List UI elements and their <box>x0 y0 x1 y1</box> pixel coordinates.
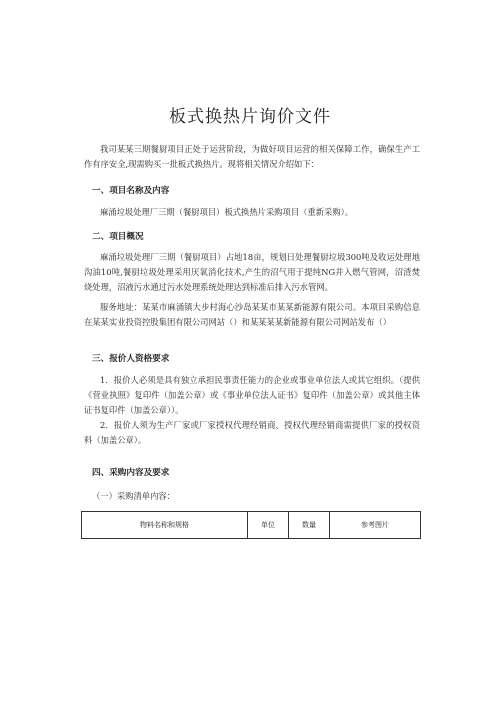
section-3-heading: 三、报价人资格要求 <box>92 354 170 364</box>
section-2-service-address: 服务地址：某某市麻涌镇大步村海心沙岛某某市某某新能源有限公司。本项目采购信息在某某实业投资控股集团有限公司网站（）和某某某某新能源有限公司网站发布（） <box>84 302 420 327</box>
table-header-cell: 参考图片 <box>330 512 421 539</box>
document-title: 板式换热片询价文件 <box>169 107 331 127</box>
section-3-item-1: 1．报价人必须是具有独立承担民事责任能力的企业或事业单位法人或其它组织。（提供《营业执照》复印件（加盖公章）或《事业单位法人证书》复印件（加盖公章）或其他主体证书复印件（加盖公章））。 <box>84 375 420 415</box>
table-header-cell: 单位 <box>248 512 289 539</box>
table-header-cell: 物料名称和规格 <box>82 512 248 539</box>
purchase-list-table <box>81 511 421 539</box>
section-4-heading: 四、采购内容及要求 <box>92 468 170 478</box>
section-3-item-2: 2．报价人须为生产厂家或厂家授权代理经销商，授权代理经销商需提供厂家的授权资料（加盖公章）。 <box>84 420 420 445</box>
intro-paragraph: 我司某某三期餐厨项目正处于运营阶段，为做好项目运营的相关保障工作，确保生产工作有序安全,现需购买一批板式换热片。现将相关情况介绍如下： <box>84 144 420 169</box>
section-1-heading: 一、项目名称及内容 <box>92 186 170 196</box>
section-2-text: 麻涌垃圾处理厂三期（餐厨项目）占地18亩，规划日处理餐厨垃圾300吨及收运处理地沟油10吨,餐厨垃圾处理采用厌氧消化技术,产生的沼气用于提纯NG并入燃气管网，沼渣焚烧处理，沼液污水通过污水处理系统处理达到标准后排入污水管网。 <box>84 252 420 292</box>
section-2-heading: 二、项目概况 <box>92 232 144 242</box>
section-4-subheading: （一）采购清单内容： <box>92 491 175 501</box>
table-header-cell: 数量 <box>289 512 330 539</box>
table-header-row <box>82 512 421 539</box>
section-1-text: 麻涌垃圾处理厂三期（餐厨项目）板式换热片采购项目（重新采购）。 <box>100 207 354 217</box>
